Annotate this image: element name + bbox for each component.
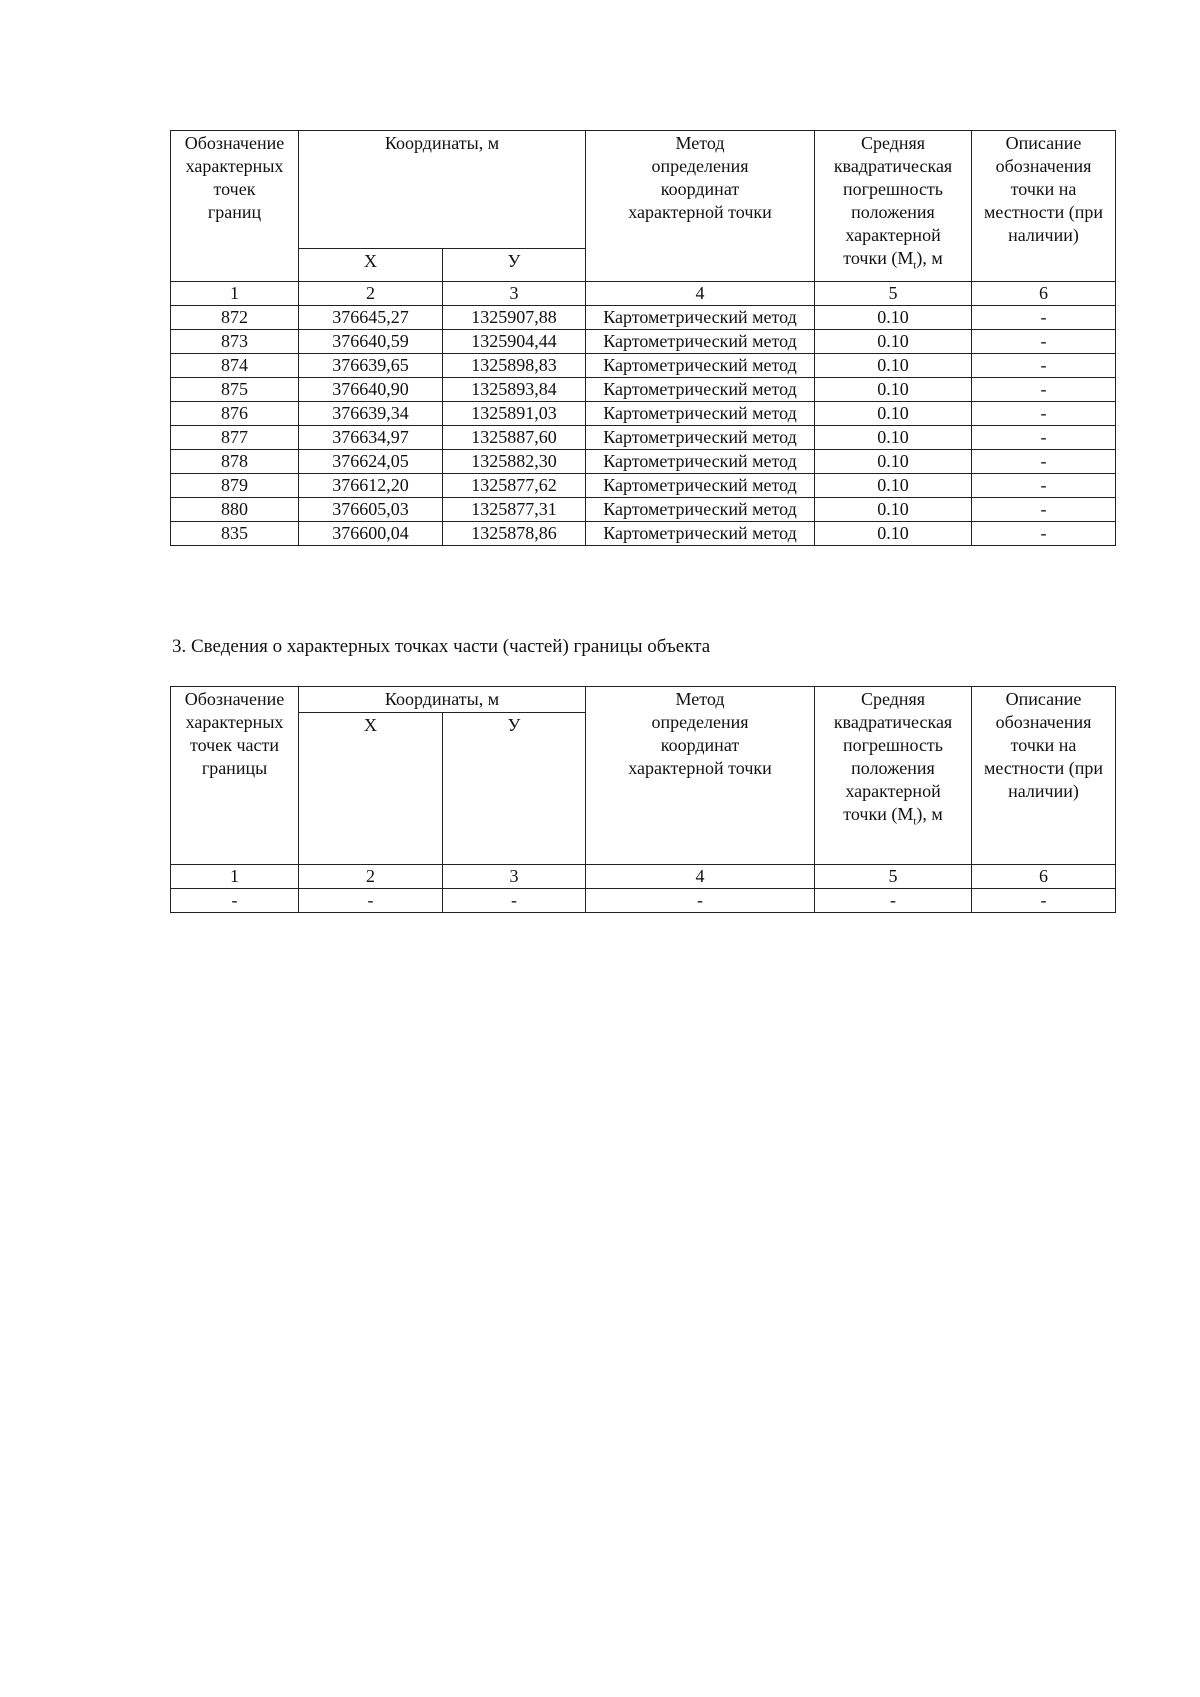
table-cell: 0.10 bbox=[815, 330, 972, 354]
part-boundary-points-table bbox=[170, 686, 1116, 913]
table-cell: 872 bbox=[171, 306, 299, 330]
table-cell: - bbox=[972, 378, 1116, 402]
header-y: У bbox=[443, 713, 586, 865]
table-row bbox=[171, 474, 1116, 498]
table-cell: - bbox=[972, 426, 1116, 450]
table-cell: 376640,59 bbox=[299, 330, 443, 354]
table-cell: - bbox=[972, 306, 1116, 330]
table-cell: - bbox=[972, 889, 1116, 913]
table-cell: 0.10 bbox=[815, 402, 972, 426]
table-cell: 0.10 bbox=[815, 354, 972, 378]
header-description: Описание обозначения точки на местности (при наличии) bbox=[972, 687, 1116, 865]
table-cell: 376645,27 bbox=[299, 306, 443, 330]
table-cell: Картометрический метод bbox=[586, 450, 815, 474]
table-cell: 376600,04 bbox=[299, 522, 443, 546]
table-cell: - bbox=[972, 474, 1116, 498]
header-description: Описание обозначения точки на местности (при наличии) bbox=[972, 131, 1116, 282]
table-cell: 376605,03 bbox=[299, 498, 443, 522]
table-cell: Картометрический метод bbox=[586, 522, 815, 546]
table-row bbox=[171, 354, 1116, 378]
header-method: Метод определения координат характерной точки bbox=[586, 131, 815, 282]
table-cell: Картометрический метод bbox=[586, 474, 815, 498]
table-body bbox=[171, 306, 1116, 546]
table-cell: 0.10 bbox=[815, 378, 972, 402]
table-cell: 0.10 bbox=[815, 306, 972, 330]
table-cell: 376624,05 bbox=[299, 450, 443, 474]
table-body bbox=[171, 889, 1116, 913]
column-numbers-row: 1 2 3 4 5 6 bbox=[171, 865, 1116, 889]
table-row bbox=[171, 402, 1116, 426]
header-method: Метод определения координат характерной точки bbox=[586, 687, 815, 865]
table-cell: 874 bbox=[171, 354, 299, 378]
table-cell: Картометрический метод bbox=[586, 306, 815, 330]
table-row bbox=[171, 522, 1116, 546]
table-cell: - bbox=[972, 330, 1116, 354]
table-cell: 0.10 bbox=[815, 426, 972, 450]
table-cell: 873 bbox=[171, 330, 299, 354]
table-cell: Картометрический метод bbox=[586, 354, 815, 378]
header-error: Средняя квадратическая погрешность положения характерной точки $(M_t)$, м bbox=[815, 687, 972, 865]
table-row bbox=[171, 306, 1116, 330]
table-row bbox=[171, 450, 1116, 474]
header-x: X bbox=[299, 249, 443, 282]
table-cell: - bbox=[299, 889, 443, 913]
table-row bbox=[171, 498, 1116, 522]
table-cell: 0.10 bbox=[815, 498, 972, 522]
table-cell: Картометрический метод bbox=[586, 378, 815, 402]
table-row bbox=[171, 889, 1116, 913]
table-cell: 0.10 bbox=[815, 474, 972, 498]
table-cell: 1325882,30 bbox=[443, 450, 586, 474]
table-cell: 376639,34 bbox=[299, 402, 443, 426]
table-row bbox=[171, 330, 1116, 354]
section-3-heading: 3. Сведения о характерных точках части (частей) границы объекта bbox=[172, 636, 711, 657]
table-cell: 376612,20 bbox=[299, 474, 443, 498]
header-y: У bbox=[443, 249, 586, 282]
table-cell: 835 bbox=[171, 522, 299, 546]
table-cell: 1325898,83 bbox=[443, 354, 586, 378]
table-cell: 1325907,88 bbox=[443, 306, 586, 330]
table-cell: 876 bbox=[171, 402, 299, 426]
header-point-designation: Обозначение характерных точек части границы bbox=[171, 687, 299, 865]
table-cell: Картометрический метод bbox=[586, 498, 815, 522]
table-cell: 880 bbox=[171, 498, 299, 522]
table-cell: - bbox=[972, 498, 1116, 522]
header-error-last-line: точки $(M_t)$, м bbox=[843, 248, 943, 272]
table-cell: - bbox=[171, 889, 299, 913]
table-cell: - bbox=[972, 450, 1116, 474]
table-cell: 376634,97 bbox=[299, 426, 443, 450]
table-cell: - bbox=[972, 402, 1116, 426]
coordinates-table bbox=[170, 130, 1116, 546]
table-row bbox=[171, 378, 1116, 402]
header-coordinates: Координаты, м bbox=[299, 131, 586, 249]
table-cell: 879 bbox=[171, 474, 299, 498]
table-cell: 878 bbox=[171, 450, 299, 474]
table-cell: Картометрический метод bbox=[586, 330, 815, 354]
column-numbers-row: 1 2 3 4 5 6 bbox=[171, 282, 1116, 306]
table-cell: - bbox=[815, 889, 972, 913]
header-point-designation: Обозначение характерных точек границ bbox=[171, 131, 299, 282]
table-cell: 1325904,44 bbox=[443, 330, 586, 354]
table-cell: Картометрический метод bbox=[586, 402, 815, 426]
table-row bbox=[171, 426, 1116, 450]
table-cell: 376640,90 bbox=[299, 378, 443, 402]
table-cell: - bbox=[972, 354, 1116, 378]
table-cell: 0.10 bbox=[815, 522, 972, 546]
table-cell: 1325893,84 bbox=[443, 378, 586, 402]
table-cell: 877 bbox=[171, 426, 299, 450]
table-cell: 376639,65 bbox=[299, 354, 443, 378]
table-cell: 1325877,62 bbox=[443, 474, 586, 498]
header-error: Средняя квадратическая погрешность положения характерной точки $(M_t)$, м bbox=[815, 131, 972, 282]
table-cell: - bbox=[972, 522, 1116, 546]
table-cell: 875 bbox=[171, 378, 299, 402]
table-cell: 1325877,31 bbox=[443, 498, 586, 522]
header-error-last-line: точки $(M_t)$, м bbox=[843, 804, 943, 828]
table-cell: - bbox=[586, 889, 815, 913]
table-cell: - bbox=[443, 889, 586, 913]
table-cell: 1325887,60 bbox=[443, 426, 586, 450]
table-cell: 0.10 bbox=[815, 450, 972, 474]
table-cell: Картометрический метод bbox=[586, 426, 815, 450]
header-x: X bbox=[299, 713, 443, 865]
table-cell: 1325891,03 bbox=[443, 402, 586, 426]
table-cell: 1325878,86 bbox=[443, 522, 586, 546]
header-coordinates: Координаты, м bbox=[299, 687, 586, 713]
